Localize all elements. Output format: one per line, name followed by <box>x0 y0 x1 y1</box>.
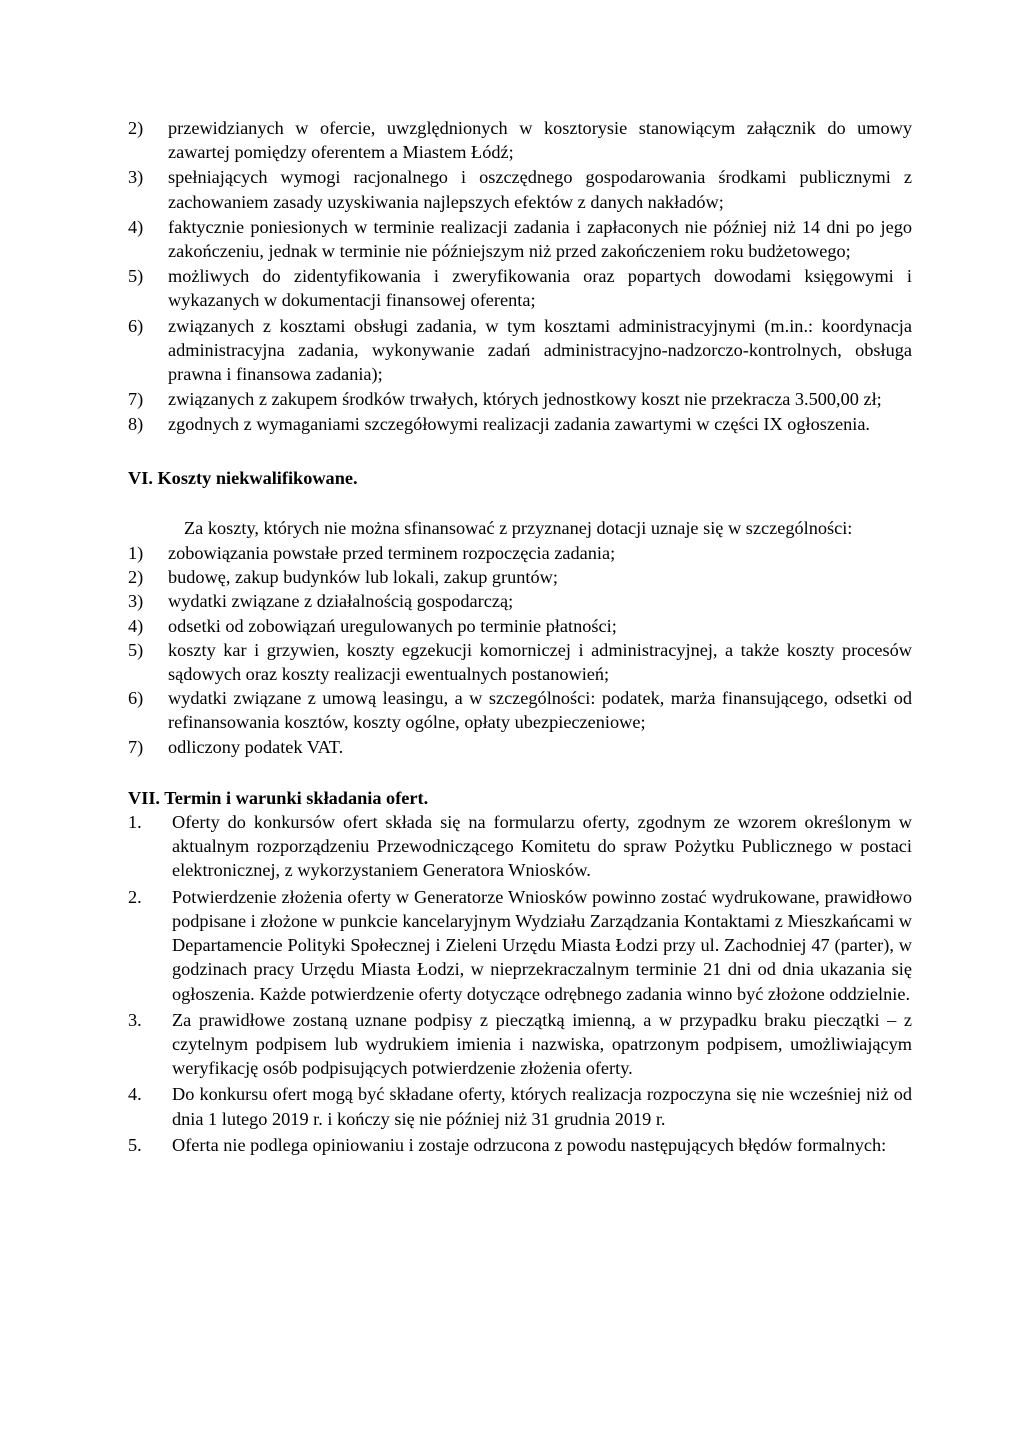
item-text: koszty kar i grzywien, koszty egzekucji komorniczej i administracyjnej, a także koszty procesów sądowych oraz koszty realizacji ewentualnych postanowień; <box>168 639 912 685</box>
item-number: 6) <box>128 688 144 709</box>
list-item <box>128 116 912 164</box>
item-number: 1) <box>128 543 144 564</box>
list-item <box>128 810 912 883</box>
item-number: 7) <box>128 389 144 410</box>
item-text: przewidzianych w ofercie, uwzględnionych w kosztorysie stanowiącym załącznik do umowy zawartej pomiędzy oferentem a Miastem Łódź; <box>168 118 912 163</box>
item-text: Oferty do konkursów ofert składa się na formularzu oferty, zgodnym ze wzorem określonym w aktualnym rozporządzeniu Przewodniczącego Komitetu do spraw Pożytku Publicznego w postaci elektronicznej, z wykorzystaniem Generatora Wniosków. <box>172 812 912 881</box>
item-number: 2) <box>128 118 144 138</box>
item-number: 3) <box>128 591 144 612</box>
item-text: Potwierdzenie złożenia oferty w Generatorze Wniosków powinno zostać wydrukowane, prawidłowo podpisane i złożone w punkcie kancelaryjnym Wydziału Zarządzania Kontaktami z Mieszkańcami w Departamencie Polityki Społecznej i Zieleni Urzędu Miasta Łodzi przy ul. Zachodniej 47 (parter), w godzinach pracy Urzędu Miasta Łodzi, w nieprzekraczalnym terminie 21 dni od dnia ukazania się ogłoszenia. Każde potwierdzenie oferty dotyczące odrębnego zadania winno być złożone oddzielnie. <box>172 886 912 1004</box>
list-item <box>128 589 912 613</box>
list-item <box>128 541 912 565</box>
item-number: 4. <box>128 1084 142 1105</box>
list-item <box>128 387 912 411</box>
item-text: wydatki związane z działalnością gospodarczą; <box>168 591 514 612</box>
list-item <box>128 638 912 686</box>
item-number: 3. <box>128 1009 142 1030</box>
item-number: 4) <box>128 216 144 237</box>
item-number: 5) <box>128 266 144 287</box>
item-text: Za prawidłowe zostaną uznane podpisy z pieczątką imienną, a w przypadku braku pieczątki – z czytelnym podpisem lub wydrukiem imienia i nazwiska, opatrzonym podpisem, umożliwiającym weryfikację osób podpisujących potwierdzenie złożenia oferty. <box>172 1009 912 1079</box>
submission-terms-list <box>128 810 912 1157</box>
list-item <box>128 735 912 759</box>
item-number: 5. <box>128 1134 142 1155</box>
list-item <box>128 314 912 387</box>
item-text: Do konkursu ofert mogą być składane oferty, których realizacja rozpoczyna się nie wcześniej niż od dnia 1 lutego 2019 r. i kończy się nie później niż 31 grudnia 2019 r. <box>172 1084 912 1129</box>
list-item <box>128 614 912 638</box>
item-text: odsetki od zobowiązań uregulowanych po terminie płatności; <box>168 615 617 636</box>
item-number: 8) <box>128 414 144 435</box>
list-item <box>128 1133 912 1157</box>
section-vi-intro: Za koszty, których nie można sfinansować z przyznanej dotacji uznaje się w szczególności: <box>184 517 853 538</box>
list-item <box>128 885 912 1006</box>
item-text: związanych z kosztami obsługi zadania, w tym kosztami administracyjnymi (m.in.: koordynacja administracyjna zadania, wykonywanie zadań administracyjno-nadzorczo-kontrolnych, obsługa prawna i finansowa zadania); <box>168 315 912 385</box>
list-item <box>128 565 912 589</box>
item-number: 4) <box>128 615 144 636</box>
list-item <box>128 1082 912 1130</box>
item-text: faktycznie poniesionych w terminie realizacji zadania i zapłaconych nie później niż 14 dni po jego zakończeniu, jednak w terminie nie późniejszym niż przed zakończeniem roku budżetowego; <box>168 216 912 262</box>
list-item <box>128 1008 912 1081</box>
section-heading-vii: VII. Termin i warunki składania ofert. <box>128 787 429 808</box>
item-text: Oferta nie podlega opiniowaniu i zostaje odrzucona z powodu następujących błędów formalnych: <box>172 1134 887 1155</box>
item-text: zgodnych z wymaganiami szczegółowymi realizacji zadania zawartymi w części IX ogłoszenia. <box>168 414 870 435</box>
item-text: związanych z zakupem środków trwałych, których jednostkowy koszt nie przekracza 3.500,00 zł; <box>168 389 882 410</box>
list-item <box>128 215 912 263</box>
item-number: 3) <box>128 167 144 188</box>
item-number: 5) <box>128 639 144 660</box>
list-item <box>128 165 912 213</box>
item-number: 7) <box>128 736 144 757</box>
list-item <box>128 686 912 734</box>
item-text: możliwych do zidentyfikowania i zweryfikowania oraz popartych dowodami księgowymi i wykazanych w dokumentacji finansowej oferenta; <box>168 266 912 311</box>
item-number: 1. <box>128 812 142 833</box>
list-item <box>128 412 912 436</box>
eligible-costs-list <box>128 116 912 437</box>
item-text: budowę, zakup budynków lub lokali, zakup gruntów; <box>168 567 558 588</box>
item-number: 2) <box>128 567 144 588</box>
item-text: spełniających wymogi racjonalnego i oszczędnego gospodarowania środkami publicznymi z zachowaniem zasady uzyskiwania najlepszych efektów z danych nakładów; <box>168 167 912 212</box>
list-item <box>128 264 912 312</box>
item-number: 2. <box>128 886 142 907</box>
section-heading-vi: VI. Koszty niekwalifikowane. <box>128 467 358 488</box>
item-number: 6) <box>128 315 144 336</box>
item-text: odliczony podatek VAT. <box>168 736 344 757</box>
ineligible-costs-list <box>128 541 912 759</box>
item-text: zobowiązania powstałe przed terminem rozpoczęcia zadania; <box>168 543 616 564</box>
item-text: wydatki związane z umową leasingu, a w szczególności: podatek, marża finansującego, odsetki od refinansowania kosztów, koszty ogólne, opłaty ubezpieczeniowe; <box>168 688 912 733</box>
